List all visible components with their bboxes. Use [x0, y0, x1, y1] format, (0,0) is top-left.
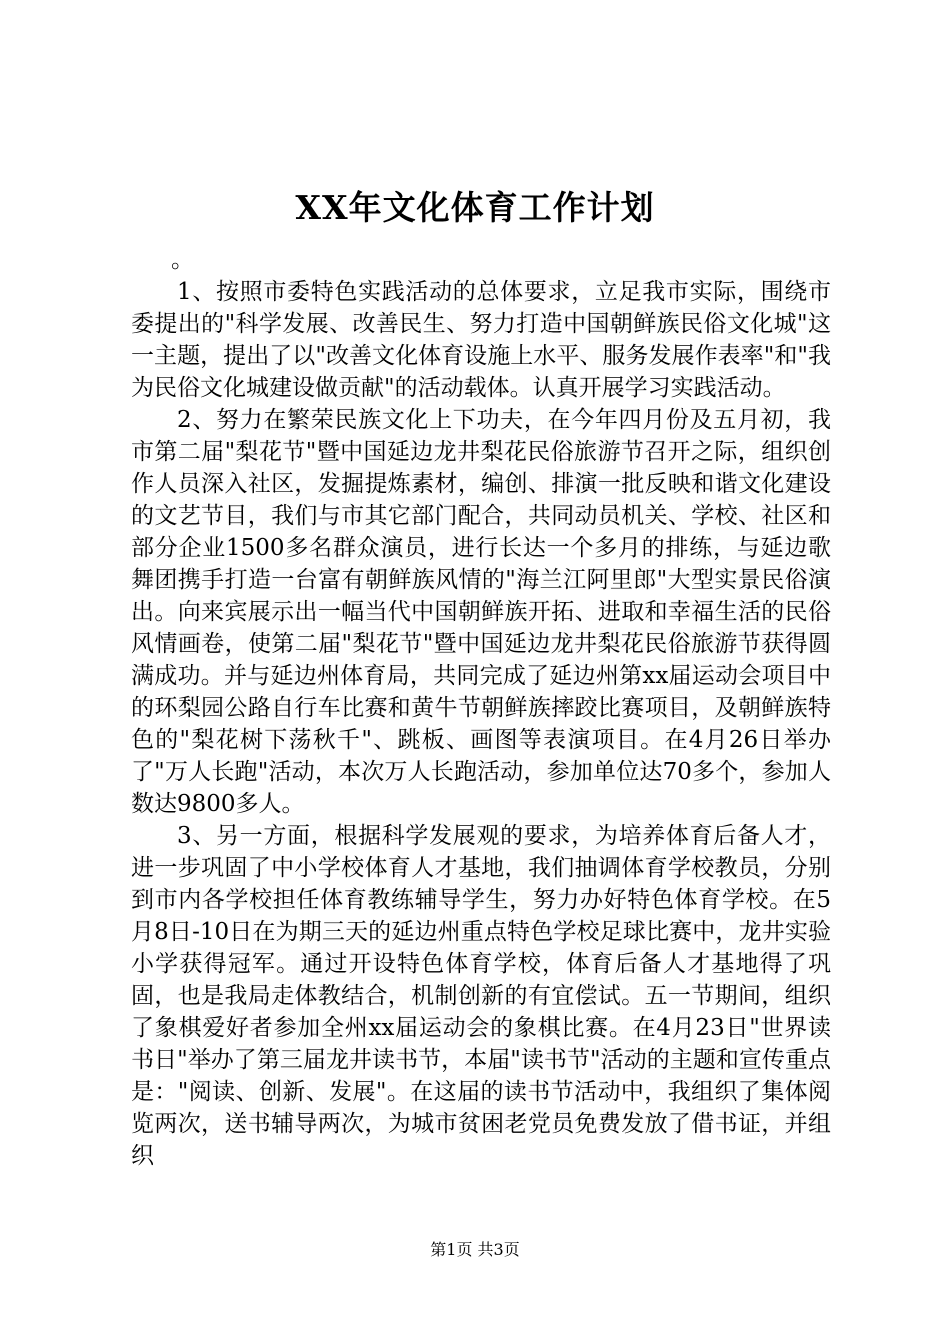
paragraph-2: 2、努力在繁荣民族文化上下功夫，在今年四月份及五月初，我市第二届"梨花节"暨中国延边龙井梨花民俗旅游节召开之际，组织创作人员深入社区，发掘提炼素材，编创、排演一批反映和谐文化建设的文艺节目，我们与市其它部门配合，共同动员机关、学校、社区和部分企业1500多名群众演员，进行长达一个多月的排练，与延边歌舞团携手打造一台富有朝鲜族风情的"海兰江阿里郎"大型实景民俗演出。向来宾展示出一幅当代中国朝鲜族开拓、进取和幸福生活的民俗风情画卷，使第二届"梨花节"暨中国延边龙井梨花民俗旅游节获得圆满成功。并与延边州体育局，共同完成了延边州第xx届运动会项目中的环梨园公路自行车比赛和黄牛节朝鲜族摔跤比赛项目，及朝鲜族特色的"梨花树下荡秋千"、跳板、画图等表演项目。在4月26日举办了"万人长跑"活动，本次万人长跑活动，参加单位达70多个，参加人数达9800多人。	[131, 407, 831, 817]
paragraph-1: 1、按照市委特色实践活动的总体要求，立足我市实际，围绕市委提出的"科学发展、改善民生、努力打造中国朝鲜族民俗文化城"这一主题，提出了以"改善文化体育设施上水平、服务发展作表率"和"我为民俗文化城建设做贡献"的活动载体。认真开展学习实践活动。	[131, 279, 831, 401]
document-title: XX年文化体育工作计划	[295, 188, 655, 227]
document-body	[131, 244, 831, 1172]
paragraph-3: 3、另一方面，根据科学发展观的要求，为培养体育后备人才，进一步巩固了中小学校体育人才基地，我们抽调体育学校教员，分别到市内各学校担任体育教练辅导学生，努力办好特色体育学校。在5月8日-10日在为期三天的延边州重点特色学校足球比赛中，龙井实验小学获得冠军。通过开设特色体育学校，体育后备人才基地得了巩固，也是我局走体教结合，机制创新的有宜偿试。五一节期间，组织了象棋爱好者参加全州xx届运动会的象棋比赛。在4月23日"世界读书日"举办了第三届龙井读书节，本届"读书节"活动的主题和宣传重点是："阅读、创新、发展"。在这届的读书节活动中，我组织了集体阅览两次，送书辅导两次，为城市贫困老党员免费发放了借书证，并组织	[131, 823, 831, 1169]
lead-mark: 。	[171, 247, 194, 273]
page-footer: 第1页 共3页	[430, 1240, 520, 1259]
